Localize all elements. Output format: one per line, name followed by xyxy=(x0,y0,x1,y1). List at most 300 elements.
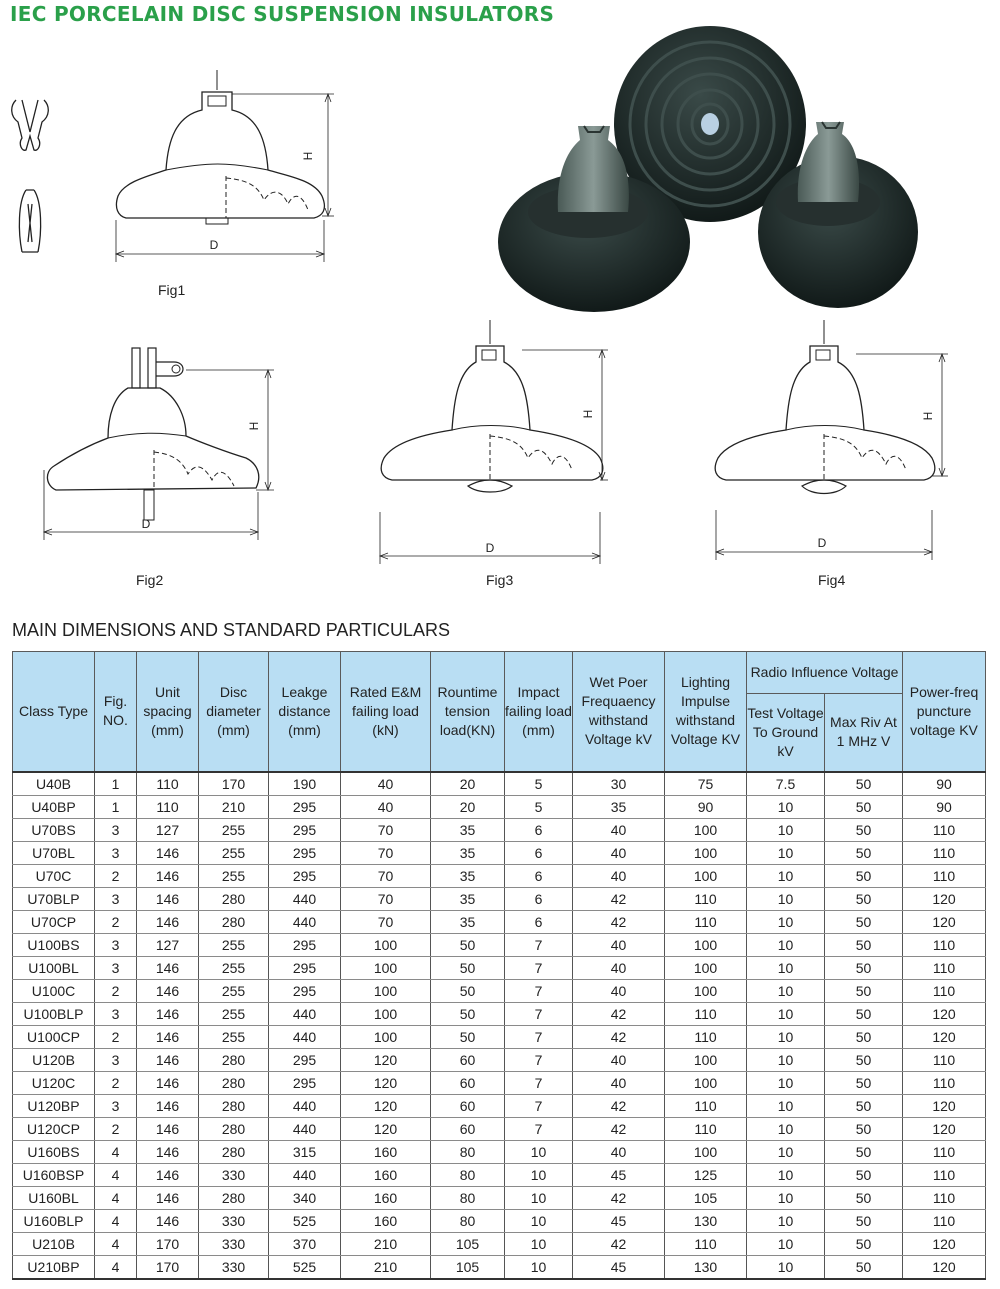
cell-rated-load: 70 xyxy=(341,818,431,841)
fig3-label: Fig3 xyxy=(486,572,514,588)
cell-leakage-distance: 315 xyxy=(269,1140,341,1163)
cell-rated-load: 70 xyxy=(341,887,431,910)
cell-test-voltage: 10 xyxy=(747,1117,825,1140)
cell-rated-load: 160 xyxy=(341,1186,431,1209)
cell-max-riv: 50 xyxy=(825,1117,903,1140)
cell-leakage-distance: 440 xyxy=(269,1163,341,1186)
cell-impulse-voltage: 110 xyxy=(665,1002,747,1025)
cell-impact-load: 10 xyxy=(505,1232,573,1255)
cell-leakage-distance: 295 xyxy=(269,818,341,841)
cell-rated-load: 120 xyxy=(341,1117,431,1140)
cell-leakage-distance: 295 xyxy=(269,795,341,818)
cell-unit-spacing: 146 xyxy=(137,1094,199,1117)
specs-table xyxy=(12,651,986,1280)
cell-impulse-voltage: 90 xyxy=(665,795,747,818)
cell-unit-spacing: 146 xyxy=(137,1163,199,1186)
cell-class-type: U40B xyxy=(13,772,95,796)
cell-max-riv: 50 xyxy=(825,772,903,796)
cell-impulse-voltage: 75 xyxy=(665,772,747,796)
cell-rated-load: 70 xyxy=(341,910,431,933)
cell-routine-load: 35 xyxy=(431,887,505,910)
cell-wet-voltage: 40 xyxy=(573,1048,665,1071)
cell-disc-diameter: 280 xyxy=(199,887,269,910)
cell-class-type: U40BP xyxy=(13,795,95,818)
cell-max-riv: 50 xyxy=(825,1048,903,1071)
cell-fig-no: 1 xyxy=(95,795,137,818)
cell-class-type: U100CP xyxy=(13,1025,95,1048)
cell-disc-diameter: 280 xyxy=(199,1048,269,1071)
cell-routine-load: 50 xyxy=(431,956,505,979)
cell-test-voltage: 10 xyxy=(747,864,825,887)
cell-puncture-voltage: 120 xyxy=(903,1025,986,1048)
cell-disc-diameter: 330 xyxy=(199,1209,269,1232)
cell-max-riv: 50 xyxy=(825,818,903,841)
cell-max-riv: 50 xyxy=(825,979,903,1002)
cell-max-riv: 50 xyxy=(825,1094,903,1117)
cell-fig-no: 3 xyxy=(95,841,137,864)
cell-puncture-voltage: 120 xyxy=(903,1094,986,1117)
table-row xyxy=(13,864,986,887)
cell-rated-load: 120 xyxy=(341,1094,431,1117)
cell-test-voltage: 10 xyxy=(747,1025,825,1048)
cell-class-type: U120CP xyxy=(13,1117,95,1140)
cell-puncture-voltage: 120 xyxy=(903,910,986,933)
cell-impact-load: 5 xyxy=(505,795,573,818)
cell-unit-spacing: 146 xyxy=(137,1186,199,1209)
cell-rated-load: 160 xyxy=(341,1209,431,1232)
cell-test-voltage: 10 xyxy=(747,1094,825,1117)
table-row xyxy=(13,979,986,1002)
cell-class-type: U70C xyxy=(13,864,95,887)
fig2-label: Fig2 xyxy=(136,572,164,588)
cell-unit-spacing: 127 xyxy=(137,818,199,841)
header-radio-influence: Radio Influence Voltage xyxy=(747,652,903,694)
table-row xyxy=(13,887,986,910)
cell-disc-diameter: 255 xyxy=(199,1002,269,1025)
cell-routine-load: 50 xyxy=(431,1002,505,1025)
cell-impact-load: 7 xyxy=(505,1002,573,1025)
cell-wet-voltage: 42 xyxy=(573,1025,665,1048)
cell-puncture-voltage: 90 xyxy=(903,795,986,818)
table-row xyxy=(13,956,986,979)
insulator-photo xyxy=(498,22,920,318)
cell-routine-load: 50 xyxy=(431,979,505,1002)
cell-class-type: U160BLP xyxy=(13,1209,95,1232)
cell-rated-load: 160 xyxy=(341,1163,431,1186)
cell-impulse-voltage: 100 xyxy=(665,841,747,864)
cell-fig-no: 3 xyxy=(95,887,137,910)
cell-impulse-voltage: 110 xyxy=(665,1232,747,1255)
fig2-h-label: H xyxy=(247,421,261,431)
cell-puncture-voltage: 110 xyxy=(903,1186,986,1209)
cell-impact-load: 7 xyxy=(505,1025,573,1048)
cell-impulse-voltage: 100 xyxy=(665,818,747,841)
cell-unit-spacing: 110 xyxy=(137,795,199,818)
header-wet-voltage: Wet Poer Frequaency withstand Voltage kV xyxy=(573,652,665,772)
table-row xyxy=(13,818,986,841)
cell-wet-voltage: 42 xyxy=(573,1117,665,1140)
cell-fig-no: 4 xyxy=(95,1255,137,1279)
cell-impact-load: 5 xyxy=(505,772,573,796)
cell-leakage-distance: 440 xyxy=(269,887,341,910)
cell-impact-load: 7 xyxy=(505,979,573,1002)
cell-class-type: U160BS xyxy=(13,1140,95,1163)
cell-impulse-voltage: 110 xyxy=(665,1117,747,1140)
pin-clip-drawing xyxy=(8,92,54,262)
cell-puncture-voltage: 120 xyxy=(903,1002,986,1025)
cell-impulse-voltage: 110 xyxy=(665,1094,747,1117)
cell-leakage-distance: 440 xyxy=(269,1117,341,1140)
cell-rated-load: 100 xyxy=(341,956,431,979)
cell-rated-load: 40 xyxy=(341,772,431,796)
cell-disc-diameter: 280 xyxy=(199,1071,269,1094)
cell-fig-no: 2 xyxy=(95,979,137,1002)
cell-impulse-voltage: 110 xyxy=(665,910,747,933)
cell-routine-load: 80 xyxy=(431,1163,505,1186)
cell-fig-no: 3 xyxy=(95,1094,137,1117)
cell-rated-load: 210 xyxy=(341,1255,431,1279)
fig3-h-label: H xyxy=(581,409,595,419)
cell-fig-no: 1 xyxy=(95,772,137,796)
cell-test-voltage: 10 xyxy=(747,979,825,1002)
cell-max-riv: 50 xyxy=(825,910,903,933)
cell-rated-load: 70 xyxy=(341,841,431,864)
cell-max-riv: 50 xyxy=(825,864,903,887)
table-row xyxy=(13,1186,986,1209)
table-row xyxy=(13,1232,986,1255)
cell-class-type: U100C xyxy=(13,979,95,1002)
cell-test-voltage: 10 xyxy=(747,1232,825,1255)
table-row xyxy=(13,1002,986,1025)
cell-puncture-voltage: 110 xyxy=(903,818,986,841)
cell-test-voltage: 10 xyxy=(747,1140,825,1163)
table-row xyxy=(13,910,986,933)
cell-leakage-distance: 440 xyxy=(269,1094,341,1117)
cell-leakage-distance: 295 xyxy=(269,933,341,956)
cell-disc-diameter: 280 xyxy=(199,1117,269,1140)
cell-rated-load: 120 xyxy=(341,1048,431,1071)
cell-rated-load: 40 xyxy=(341,795,431,818)
cell-disc-diameter: 255 xyxy=(199,864,269,887)
cell-routine-load: 50 xyxy=(431,1025,505,1048)
cell-unit-spacing: 146 xyxy=(137,1048,199,1071)
table-row xyxy=(13,772,986,796)
cell-impulse-voltage: 100 xyxy=(665,864,747,887)
cell-leakage-distance: 190 xyxy=(269,772,341,796)
cell-impulse-voltage: 125 xyxy=(665,1163,747,1186)
cell-impulse-voltage: 110 xyxy=(665,1025,747,1048)
cell-class-type: U100BL xyxy=(13,956,95,979)
cell-unit-spacing: 146 xyxy=(137,1209,199,1232)
cell-impulse-voltage: 110 xyxy=(665,887,747,910)
fig1-label: Fig1 xyxy=(158,282,186,298)
cell-leakage-distance: 295 xyxy=(269,841,341,864)
cell-fig-no: 4 xyxy=(95,1163,137,1186)
cell-impact-load: 6 xyxy=(505,841,573,864)
cell-max-riv: 50 xyxy=(825,1025,903,1048)
header-routine-load: Rountime tension load(KN) xyxy=(431,652,505,772)
cell-routine-load: 20 xyxy=(431,772,505,796)
fig2-drawing xyxy=(36,340,276,546)
cell-unit-spacing: 146 xyxy=(137,1025,199,1048)
cell-wet-voltage: 42 xyxy=(573,1002,665,1025)
cell-leakage-distance: 295 xyxy=(269,979,341,1002)
header-impact-load: Impact failing load (mm) xyxy=(505,652,573,772)
cell-routine-load: 35 xyxy=(431,864,505,887)
cell-leakage-distance: 295 xyxy=(269,956,341,979)
cell-disc-diameter: 330 xyxy=(199,1255,269,1279)
cell-max-riv: 50 xyxy=(825,887,903,910)
cell-routine-load: 80 xyxy=(431,1140,505,1163)
cell-leakage-distance: 295 xyxy=(269,1048,341,1071)
cell-class-type: U70BS xyxy=(13,818,95,841)
cell-unit-spacing: 170 xyxy=(137,1232,199,1255)
cell-wet-voltage: 45 xyxy=(573,1255,665,1279)
fig1-drawing xyxy=(108,70,348,270)
cell-fig-no: 4 xyxy=(95,1232,137,1255)
cell-impulse-voltage: 100 xyxy=(665,1140,747,1163)
cell-unit-spacing: 127 xyxy=(137,933,199,956)
cell-leakage-distance: 440 xyxy=(269,1025,341,1048)
cell-test-voltage: 10 xyxy=(747,887,825,910)
header-test-voltage: Test Voltage To Ground kV xyxy=(747,694,825,772)
cell-leakage-distance: 440 xyxy=(269,910,341,933)
cell-puncture-voltage: 110 xyxy=(903,956,986,979)
cell-puncture-voltage: 110 xyxy=(903,1071,986,1094)
fig4-label: Fig4 xyxy=(818,572,846,588)
table-row xyxy=(13,1209,986,1232)
cell-disc-diameter: 280 xyxy=(199,1140,269,1163)
table-row xyxy=(13,841,986,864)
cell-routine-load: 105 xyxy=(431,1232,505,1255)
cell-fig-no: 3 xyxy=(95,1048,137,1071)
cell-disc-diameter: 255 xyxy=(199,818,269,841)
cell-impulse-voltage: 100 xyxy=(665,956,747,979)
cell-puncture-voltage: 120 xyxy=(903,887,986,910)
cell-max-riv: 50 xyxy=(825,841,903,864)
cell-fig-no: 4 xyxy=(95,1140,137,1163)
cell-impulse-voltage: 100 xyxy=(665,933,747,956)
cell-puncture-voltage: 110 xyxy=(903,1163,986,1186)
table-row xyxy=(13,1048,986,1071)
fig4-d-label: D xyxy=(817,536,827,550)
cell-rated-load: 100 xyxy=(341,1025,431,1048)
cell-routine-load: 35 xyxy=(431,818,505,841)
cell-unit-spacing: 146 xyxy=(137,1140,199,1163)
cell-max-riv: 50 xyxy=(825,1186,903,1209)
cell-impact-load: 7 xyxy=(505,956,573,979)
table-row xyxy=(13,1117,986,1140)
fig4-h-label: H xyxy=(921,411,935,421)
cell-disc-diameter: 255 xyxy=(199,1025,269,1048)
cell-fig-no: 2 xyxy=(95,1025,137,1048)
cell-fig-no: 3 xyxy=(95,818,137,841)
cell-disc-diameter: 280 xyxy=(199,910,269,933)
cell-test-voltage: 10 xyxy=(747,910,825,933)
table-row xyxy=(13,1255,986,1279)
cell-impulse-voltage: 100 xyxy=(665,1071,747,1094)
cell-test-voltage: 10 xyxy=(747,933,825,956)
cell-puncture-voltage: 110 xyxy=(903,1140,986,1163)
cell-wet-voltage: 42 xyxy=(573,1186,665,1209)
cell-test-voltage: 10 xyxy=(747,1163,825,1186)
cell-disc-diameter: 280 xyxy=(199,1186,269,1209)
cell-wet-voltage: 42 xyxy=(573,910,665,933)
cell-impact-load: 7 xyxy=(505,1048,573,1071)
cell-impact-load: 6 xyxy=(505,818,573,841)
header-rated-load: Rated E&M failing load (kN) xyxy=(341,652,431,772)
cell-impact-load: 10 xyxy=(505,1209,573,1232)
cell-test-voltage: 10 xyxy=(747,1186,825,1209)
cell-wet-voltage: 40 xyxy=(573,979,665,1002)
cell-disc-diameter: 255 xyxy=(199,979,269,1002)
cell-max-riv: 50 xyxy=(825,1209,903,1232)
cell-class-type: U210BP xyxy=(13,1255,95,1279)
cell-disc-diameter: 255 xyxy=(199,933,269,956)
cell-rated-load: 70 xyxy=(341,864,431,887)
cell-puncture-voltage: 120 xyxy=(903,1232,986,1255)
cell-unit-spacing: 146 xyxy=(137,1117,199,1140)
cell-wet-voltage: 40 xyxy=(573,933,665,956)
cell-disc-diameter: 255 xyxy=(199,841,269,864)
table-row xyxy=(13,1071,986,1094)
cell-max-riv: 50 xyxy=(825,1071,903,1094)
cell-max-riv: 50 xyxy=(825,795,903,818)
cell-wet-voltage: 40 xyxy=(573,841,665,864)
cell-unit-spacing: 146 xyxy=(137,1002,199,1025)
cell-test-voltage: 10 xyxy=(747,1209,825,1232)
cell-class-type: U100BS xyxy=(13,933,95,956)
cell-wet-voltage: 35 xyxy=(573,795,665,818)
cell-test-voltage: 10 xyxy=(747,1071,825,1094)
page-title: IEC PORCELAIN DISC SUSPENSION INSULATORS xyxy=(10,2,555,26)
cell-routine-load: 80 xyxy=(431,1186,505,1209)
cell-max-riv: 50 xyxy=(825,1140,903,1163)
header-unit-spacing: Unit spacing (mm) xyxy=(137,652,199,772)
cell-disc-diameter: 210 xyxy=(199,795,269,818)
cell-wet-voltage: 40 xyxy=(573,818,665,841)
cell-routine-load: 60 xyxy=(431,1094,505,1117)
cell-wet-voltage: 42 xyxy=(573,1094,665,1117)
cell-routine-load: 80 xyxy=(431,1209,505,1232)
header-impulse-voltage: Lighting Impulse withstand Voltage KV xyxy=(665,652,747,772)
cell-class-type: U210B xyxy=(13,1232,95,1255)
cell-impact-load: 6 xyxy=(505,864,573,887)
cell-impulse-voltage: 100 xyxy=(665,1048,747,1071)
header-fig-no: Fig. NO. xyxy=(95,652,137,772)
cell-class-type: U70BL xyxy=(13,841,95,864)
cell-wet-voltage: 45 xyxy=(573,1163,665,1186)
cell-disc-diameter: 170 xyxy=(199,772,269,796)
cell-rated-load: 100 xyxy=(341,1002,431,1025)
cell-impact-load: 7 xyxy=(505,1094,573,1117)
table-row xyxy=(13,1163,986,1186)
cell-impact-load: 10 xyxy=(505,1255,573,1279)
cell-fig-no: 4 xyxy=(95,1186,137,1209)
cell-unit-spacing: 146 xyxy=(137,887,199,910)
cell-unit-spacing: 170 xyxy=(137,1255,199,1279)
cell-wet-voltage: 40 xyxy=(573,864,665,887)
cell-routine-load: 60 xyxy=(431,1048,505,1071)
cell-puncture-voltage: 110 xyxy=(903,1209,986,1232)
fig3-drawing xyxy=(372,320,616,570)
cell-unit-spacing: 146 xyxy=(137,864,199,887)
cell-puncture-voltage: 110 xyxy=(903,841,986,864)
cell-unit-spacing: 146 xyxy=(137,956,199,979)
cell-wet-voltage: 45 xyxy=(573,1209,665,1232)
cell-rated-load: 100 xyxy=(341,933,431,956)
fig4-drawing xyxy=(708,320,954,570)
cell-puncture-voltage: 120 xyxy=(903,1255,986,1279)
header-leakage-distance: Leakge distance (mm) xyxy=(269,652,341,772)
header-puncture-voltage: Power-freq puncture voltage KV xyxy=(903,652,986,772)
specs-table-body xyxy=(13,772,986,1279)
cell-unit-spacing: 146 xyxy=(137,910,199,933)
section-title: MAIN DIMENSIONS AND STANDARD PARTICULARS xyxy=(12,620,451,640)
cell-class-type: U160BL xyxy=(13,1186,95,1209)
cell-leakage-distance: 525 xyxy=(269,1209,341,1232)
table-row xyxy=(13,795,986,818)
cell-disc-diameter: 330 xyxy=(199,1232,269,1255)
cell-impulse-voltage: 100 xyxy=(665,979,747,1002)
cell-class-type: U70CP xyxy=(13,910,95,933)
cell-wet-voltage: 42 xyxy=(573,887,665,910)
cell-fig-no: 3 xyxy=(95,933,137,956)
cell-impact-load: 7 xyxy=(505,933,573,956)
cell-puncture-voltage: 110 xyxy=(903,979,986,1002)
cell-max-riv: 50 xyxy=(825,1255,903,1279)
cell-unit-spacing: 146 xyxy=(137,841,199,864)
cell-disc-diameter: 330 xyxy=(199,1163,269,1186)
cell-puncture-voltage: 90 xyxy=(903,772,986,796)
cell-impact-load: 7 xyxy=(505,1117,573,1140)
cell-wet-voltage: 40 xyxy=(573,956,665,979)
cell-unit-spacing: 146 xyxy=(137,1071,199,1094)
cell-max-riv: 50 xyxy=(825,956,903,979)
cell-leakage-distance: 370 xyxy=(269,1232,341,1255)
header-class-type: Class Type xyxy=(13,652,95,772)
cell-wet-voltage: 40 xyxy=(573,1140,665,1163)
cell-puncture-voltage: 110 xyxy=(903,1048,986,1071)
cell-test-voltage: 7.5 xyxy=(747,772,825,796)
cell-impact-load: 6 xyxy=(505,887,573,910)
cell-routine-load: 60 xyxy=(431,1117,505,1140)
cell-max-riv: 50 xyxy=(825,1002,903,1025)
cell-impact-load: 10 xyxy=(505,1140,573,1163)
cell-puncture-voltage: 110 xyxy=(903,864,986,887)
cell-impact-load: 7 xyxy=(505,1071,573,1094)
cell-leakage-distance: 295 xyxy=(269,1071,341,1094)
cell-wet-voltage: 42 xyxy=(573,1232,665,1255)
cell-rated-load: 160 xyxy=(341,1140,431,1163)
cell-fig-no: 2 xyxy=(95,864,137,887)
cell-routine-load: 35 xyxy=(431,910,505,933)
cell-routine-load: 105 xyxy=(431,1255,505,1279)
cell-routine-load: 60 xyxy=(431,1071,505,1094)
cell-max-riv: 50 xyxy=(825,933,903,956)
cell-wet-voltage: 40 xyxy=(573,1071,665,1094)
cell-impact-load: 10 xyxy=(505,1186,573,1209)
cell-class-type: U70BLP xyxy=(13,887,95,910)
cell-fig-no: 2 xyxy=(95,910,137,933)
cell-disc-diameter: 280 xyxy=(199,1094,269,1117)
table-row xyxy=(13,1140,986,1163)
cell-fig-no: 2 xyxy=(95,1071,137,1094)
cell-test-voltage: 10 xyxy=(747,795,825,818)
cell-rated-load: 210 xyxy=(341,1232,431,1255)
cell-test-voltage: 10 xyxy=(747,1002,825,1025)
cell-rated-load: 100 xyxy=(341,979,431,1002)
